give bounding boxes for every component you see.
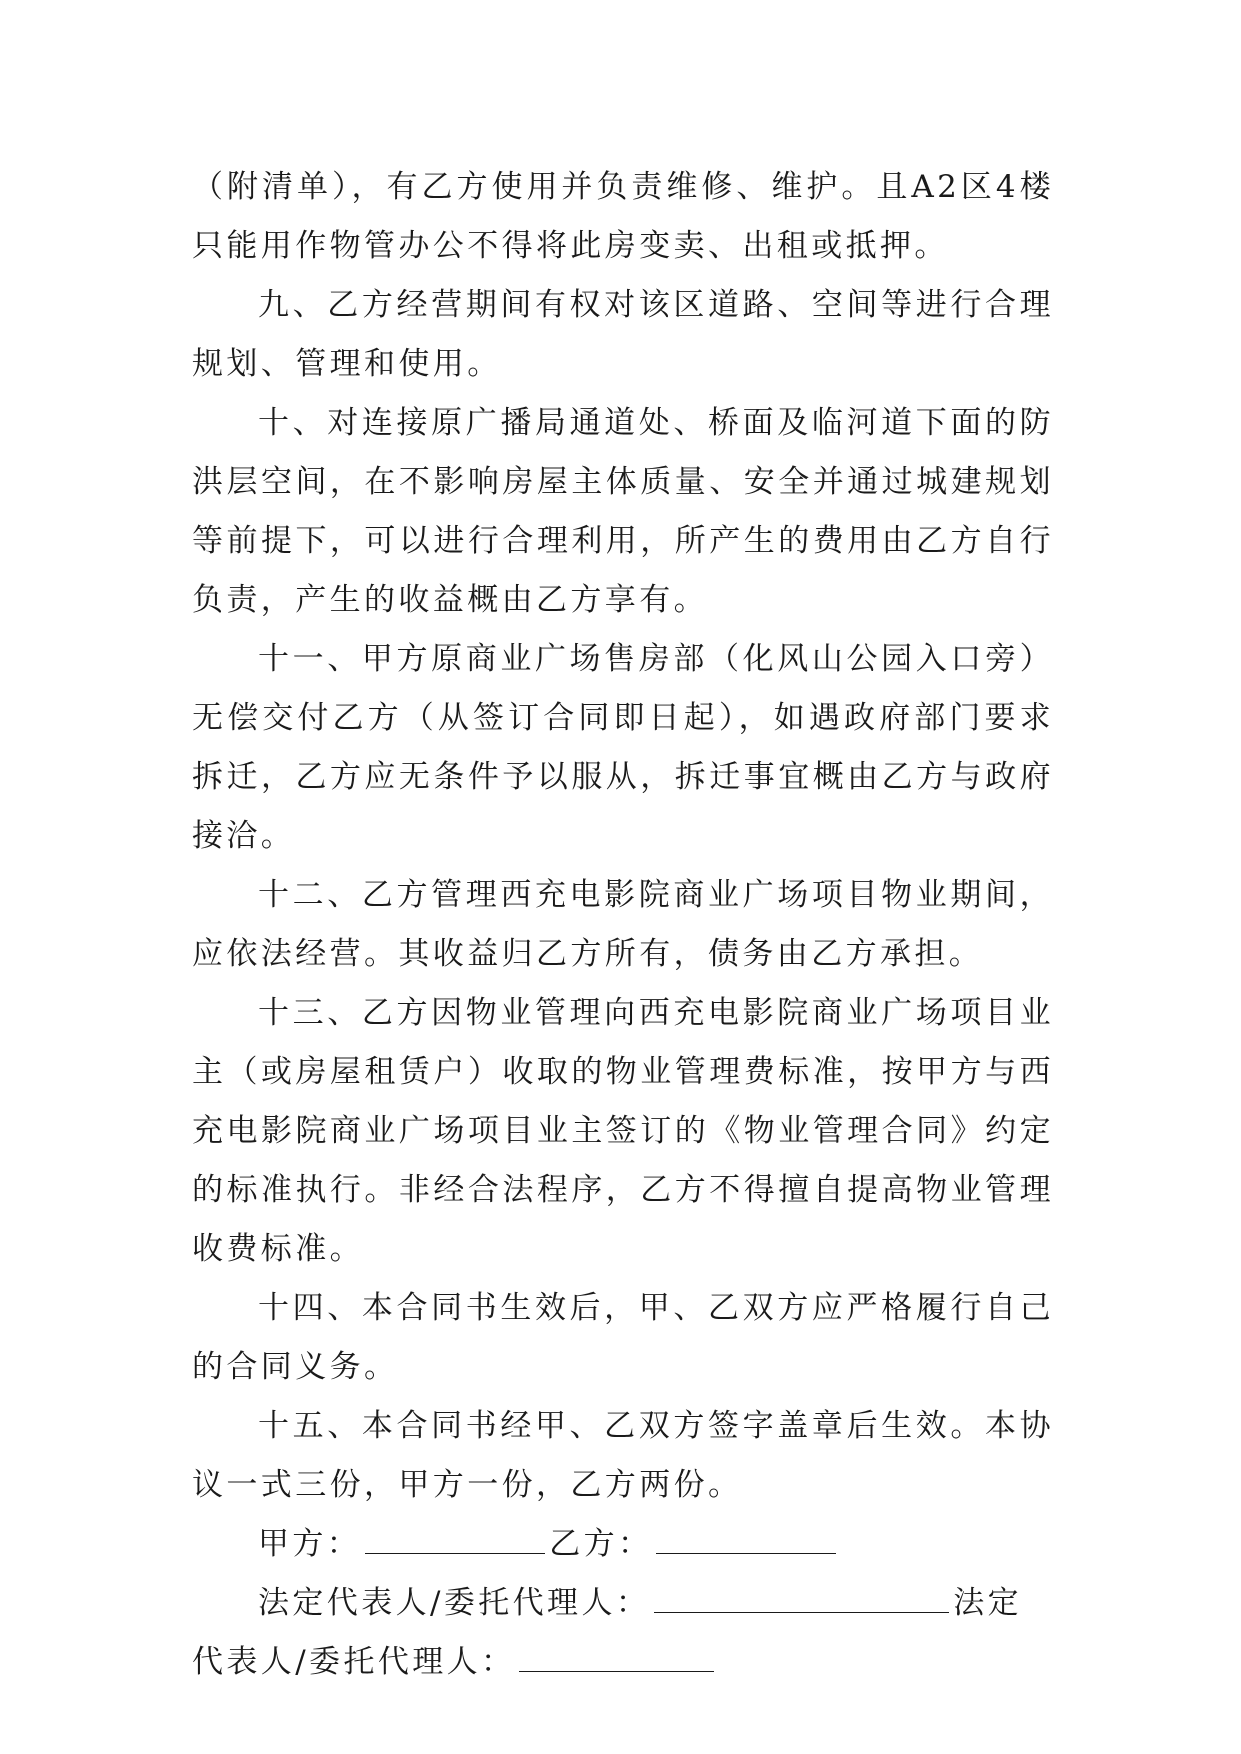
paragraph-clause-11: 十一、甲方原商业广场售房部（化风山公园入口旁）无偿交付乙方（从签订合同即日起），如遇政府部门要求拆迁，乙方应无条件予以服从，拆迁事宜概由乙方与政府接洽。: [192, 641, 1054, 854]
rep-label-b: 法定代表人/委托代理人：: [192, 1585, 1023, 1680]
paragraph-1: （附清单），有乙方使用并负责维修、维护。且A2区4楼只能用作物管办公不得将此房变卖、出租或抵押。: [192, 169, 1054, 264]
paragraph-clause-15: 十五、本合同书经甲、乙双方签字盖章后生效。本协议一式三份，甲方一份，乙方两份。: [192, 1408, 1054, 1503]
party-b-label: 乙方：: [549, 1526, 653, 1562]
rep-label-a: 法定代表人/委托代理人：: [258, 1585, 651, 1621]
signature-representative-line: [192, 1574, 1054, 1692]
rep-a-blank: [654, 1590, 949, 1613]
paragraph-clause-10: 十、对连接原广播局通道处、桥面及临河道下面的防洪层空间，在不影响房屋主体质量、安全并通过城建规划等前提下，可以进行合理利用，所产生的费用由乙方自行负责，产生的收益概由乙方享有。: [192, 405, 1054, 618]
paragraph-clause-13: 十三、乙方因物业管理向西充电影院商业广场项目业主（或房屋租赁户）收取的物业管理费标准，按甲方与西充电影院商业广场项目业主签订的《物业管理合同》约定的标准执行。非经合法程序，乙方不得擅自提高物业管理收费标准。: [192, 995, 1054, 1267]
paragraph-clause-9: 九、乙方经营期间有权对该区道路、空间等进行合理规划、管理和使用。: [192, 287, 1054, 382]
party-a-label: 甲方：: [258, 1526, 362, 1562]
paragraph-clause-14: 十四、本合同书生效后，甲、乙双方应严格履行自己的合同义务。: [192, 1290, 1054, 1385]
party-a-blank: [365, 1531, 545, 1554]
party-b-blank: [656, 1531, 836, 1554]
rep-b-blank: [519, 1649, 714, 1672]
paragraph-clause-12: 十二、乙方管理西充电影院商业广场项目物业期间，应依法经营。其收益归乙方所有，债务由乙方承担。: [192, 877, 1054, 972]
signature-parties-line: [192, 1515, 1054, 1574]
document-page: [192, 158, 1054, 1692]
